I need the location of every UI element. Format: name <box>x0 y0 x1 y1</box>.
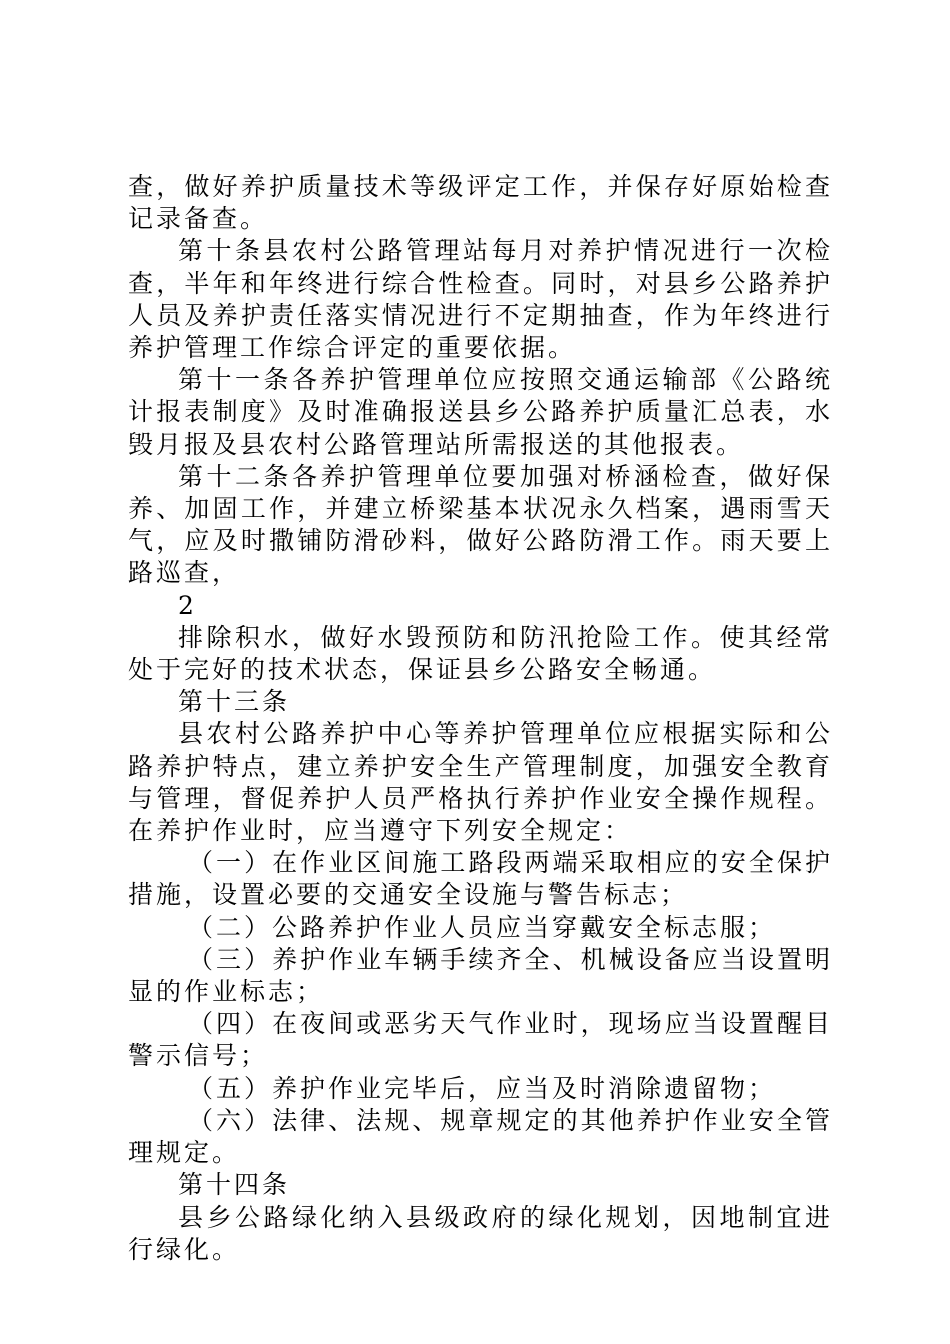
safety-rule-6: （六）法律、法规、规章规定的其他养护作业安全管理规定。 <box>128 1105 833 1168</box>
safety-rule-3: （三）养护作业车辆手续齐全、机械设备应当设置明显的作业标志； <box>128 944 833 1007</box>
article-11: 第十一条各养护管理单位应按照交通运输部《公路统计报表制度》及时准确报送县乡公路养护质量汇总表，水毁月报及县农村公路管理站所需报送的其他报表。 <box>128 365 833 459</box>
safety-rule-4: （四）在夜间或恶劣天气作业时，现场应当设置醒目警示信号； <box>128 1009 833 1071</box>
article-10: 第十条县农村公路管理站每月对养护情况进行一次检查，半年和年终进行综合性检查。同时，对县乡公路养护人员及养护责任落实情况进行不定期抽查，作为年终进行养护管理工作综合评定的重要依据。 <box>128 236 833 363</box>
article-13-body: 县农村公路养护中心等养护管理单位应根据实际和公路养护特点，建立养护安全生产管理制度，加强安全教育与管理，督促养护人员严格执行养护作业安全操作规程。在养护作业时，应当遵守下列安全规定： <box>128 719 833 846</box>
document-body <box>128 171 833 1266</box>
article-12: 第十二条各养护管理单位要加强对桥涵检查，做好保养、加固工作，并建立桥梁基本状况永久档案，遇雨雪天气，应及时撒铺防滑砂料，做好公路防滑工作。雨天要上路巡查， <box>128 461 833 588</box>
safety-rule-5: （五）养护作业完毕后，应当及时消除遗留物； <box>188 1073 777 1103</box>
article-14-heading: 第十四条 <box>178 1170 291 1200</box>
paragraph-inspection-record: 查，做好养护质量技术等级评定工作，并保存好原始检查记录备查。 <box>128 172 833 234</box>
article-13-heading: 第十三条 <box>178 687 291 717</box>
page-number: 2 <box>178 590 194 620</box>
article-12-continued: 排除积水，做好水毁预防和防汛抢险工作。使其经常处于完好的技术状态，保证县乡公路安全畅通。 <box>128 622 833 685</box>
safety-rule-1: （一）在作业区间施工路段两端采取相应的安全保护措施，设置必要的交通安全设施与警告标志； <box>128 848 833 910</box>
article-14-body: 县乡公路绿化纳入县级政府的绿化规划，因地制宜进行绿化。 <box>128 1202 833 1264</box>
safety-rule-2: （二）公路养护作业人员应当穿戴安全标志服； <box>188 912 777 942</box>
